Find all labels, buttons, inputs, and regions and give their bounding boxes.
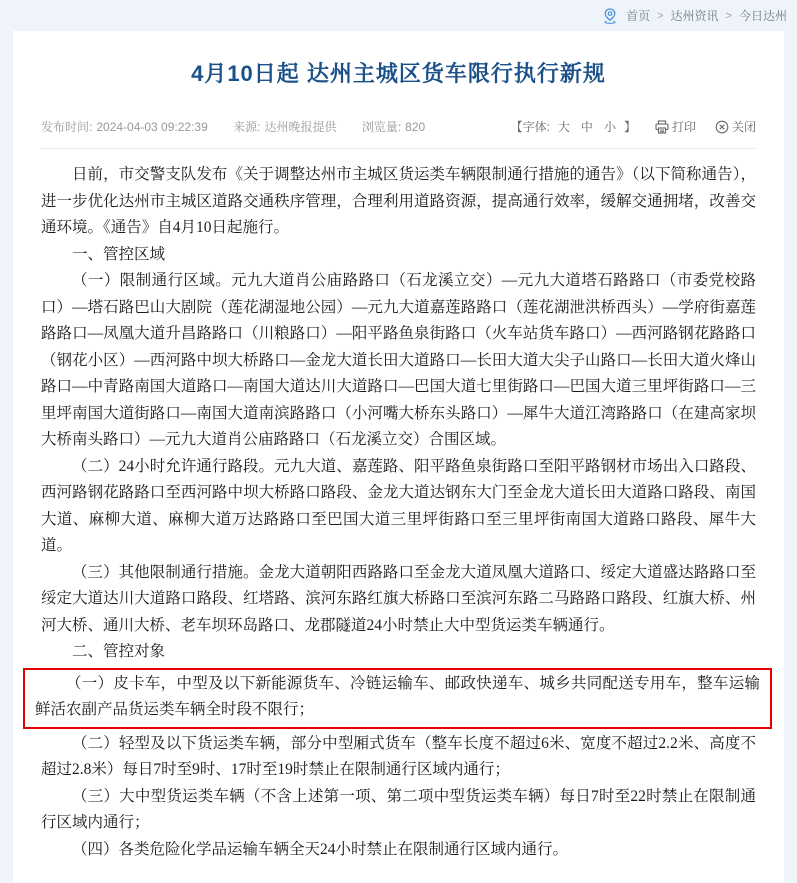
breadcrumb-item-dazhou-news[interactable]: 达州资讯	[670, 9, 719, 23]
article-meta	[41, 118, 447, 135]
highlighted-paragraph: （一）皮卡车，中型及以下新能源货车、冷链运输车、邮政快递车、城乡共同配送专用车，整车运输鲜活农副产品货运类车辆全时段不限行；	[23, 668, 772, 729]
font-size-medium-button[interactable]: 中	[580, 120, 593, 134]
paragraph: （二）轻型及以下货运类车辆，部分中型厢式货车（整车长度不超过6米、宽度不超过2.2米、高度不超过2.8米）每日7时至9时、17时至19时禁止在限制通行区域内通行；	[41, 734, 756, 778]
printer-icon	[655, 120, 669, 134]
article-body	[35, 149, 760, 863]
breadcrumb-separator: >	[725, 9, 732, 22]
views-value: 820	[405, 120, 426, 134]
publish-time-value: 2024-04-03 09:22:39	[96, 120, 208, 134]
views-label: 浏览量:	[361, 120, 402, 134]
location-icon	[603, 8, 617, 24]
close-button[interactable]	[715, 118, 756, 135]
print-button[interactable]	[655, 118, 696, 135]
paragraph: 一、管控区域	[72, 245, 166, 263]
paragraph: （二）24小时允许通行路段。元九大道、嘉莲路、阳平路鱼泉街路口至阳平路钢材市场出入口路段、西河路钢花路路口至西河路中坝大桥路口路段、金龙大道达钢东大门至金龙大道长田大道路口路段、南国大道、麻柳大道、麻柳大道万达路路口至巴国大道三里坪街路口至三里坪街南国大道路口路段、犀牛大道。	[41, 457, 756, 554]
paragraph: （一）限制通行区域。元九大道肖公庙路路口（石龙溪立交）—元九大道塔石路路口（市委党校路口）—塔石路巴山大剧院（莲花湖湿地公园）—元九大道嘉莲路路口（莲花湖泄洪桥西头）—学府街嘉莲路路口—凤凰大道升昌路路口（川粮路口）—阳平路鱼泉街路口（火车站货车路口）—西河路钢花路路口（钢花小区）—西河路中坝大桥路口—金龙大道长田大道路口—长田大道大尖子山路口—长田大道火烽山路口—中青路南国大道路口—南国大道达川大道路口—巴国大道七里街路口—巴国大道三里坪街路口—三里坪南国大道街路口—南国大道南滨路路口（小河嘴大桥东头路口）—犀牛大道江湾路路口（在建高家坝大桥南头路口）—元九大道肖公庙路路口（石龙溪立交）合围区域。	[41, 272, 756, 448]
font-size-small-button[interactable]: 小	[603, 120, 616, 134]
breadcrumb-separator: >	[657, 9, 664, 22]
publish-time-label: 发布时间:	[41, 120, 93, 134]
print-label: 打印	[671, 120, 696, 134]
close-icon	[715, 120, 729, 134]
breadcrumb-item-home[interactable]: 首页	[626, 9, 651, 23]
article-tools	[511, 118, 756, 135]
paragraph: （三）大中型货运类车辆（不含上述第一项、第二项中型货运类车辆）每日7时至22时禁止在限制通行区域内通行；	[41, 787, 756, 831]
page-title: 4月10日起 达州主城区货车限行执行新规	[191, 61, 606, 86]
breadcrumb	[603, 7, 787, 24]
paragraph: 日前，市交警支队发布《关于调整达州市主城区货运类车辆限制通行措施的通告》（以下简称通告），进一步优化达州市主城区道路交通秩序管理，合理利用道路资源，提高通行效率，缓解交通拥堵，改善交通环境。《通告》自4月10日起施行。	[41, 166, 756, 236]
font-size-label-end: 】	[623, 120, 636, 134]
paragraph: 二、管控对象	[72, 643, 166, 660]
font-size-label: 【字体:	[510, 120, 550, 134]
breadcrumb-bar	[0, 0, 797, 31]
breadcrumb-item-today-dazhou[interactable]: 今日达州	[738, 9, 787, 23]
paragraph: （四）各类危险化学品运输车辆全天24小时禁止在限制通行区域内通行。	[72, 840, 569, 858]
paragraph: （三）其他限制通行措施。金龙大道朝阳西路路口至金龙大道凤凰大道路口、绥定大道盛达路路口至绥定大道达川大道路口路段、红塔路、滨河东路红旗大桥路口至滨河东路二马路路口路段、红旗大桥、州河大桥、通川大桥、老车坝环岛路口、龙郡隧道24小时禁止大中型货运类车辆通行。	[41, 563, 756, 634]
article-meta-bar	[41, 118, 756, 149]
source-label: 来源:	[233, 120, 261, 134]
font-size-large-button[interactable]: 大	[557, 120, 570, 134]
content-panel	[13, 31, 784, 883]
source-value: 达州晚报提供	[264, 120, 337, 134]
close-label: 关闭	[731, 120, 756, 134]
